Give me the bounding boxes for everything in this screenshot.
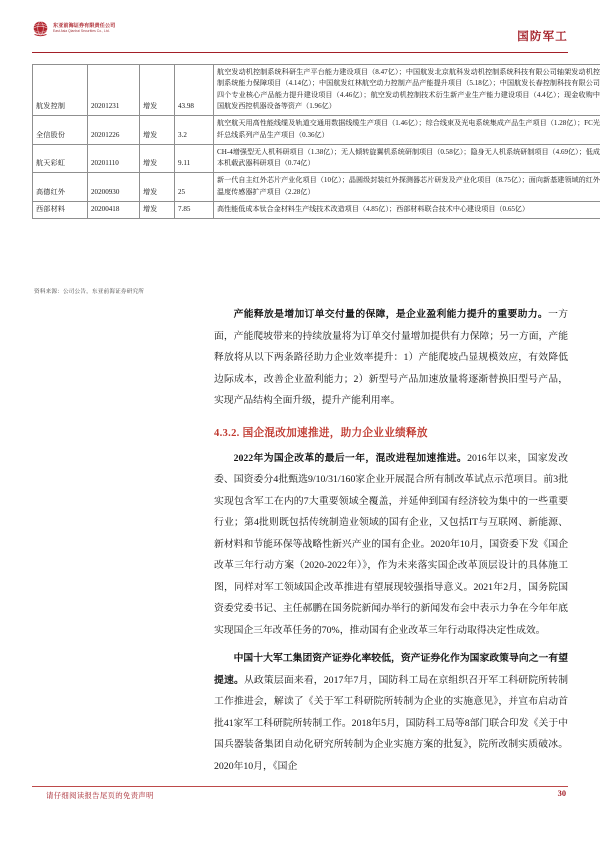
cell-company: 高德红外	[33, 173, 88, 201]
cell-company: 航发控制	[33, 65, 88, 116]
section-heading-4-3-2: 4.3.2. 国企混改加速推进，助力企业业绩释放	[214, 427, 428, 439]
financing-table	[32, 64, 600, 219]
cell-type: 增发	[140, 116, 175, 144]
paragraph-spacer	[214, 641, 568, 648]
report-sector-title: 国防军工	[517, 31, 568, 43]
cell-projects: 高性能低成本钛合金材料生产线技术改造项目（4.85亿）；西部材料联合技术中心建设项目（0.65亿）	[214, 201, 600, 218]
cell-date: 20200418	[88, 201, 140, 218]
brand-name-cn: 东亚前海证券有限责任公司	[53, 22, 116, 29]
header-divider	[32, 52, 568, 53]
paragraph-text: 从政策层面来看，2017年7月，国防科工局在京组织召开军工科研院所转制工作推进会，解读了《关于军工科研院所转制为企业的实施意见》，并宣布启动首批41家军工科研院所转制工作。2018年5月，国防科工局等8部门联合印发《关于中国兵器装备集团自动化研究所转制为企业实施方案的批复》，院所改制实质破冰。2020年10月，《国企	[214, 674, 569, 772]
table-row	[33, 65, 600, 116]
cell-type: 增发	[140, 65, 175, 116]
article-body	[214, 304, 568, 777]
paragraph-text: 一方面，产能爬坡带来的持续放量将为订单交付量增加提供有力保障；另一方面，产能释放将从以下两条路径助力企业效率提升：1）产能爬坡凸显规模效应，有效降低边际成本，改善企业盈利能力；2）新型号产品加速放量将逐渐替换旧型号产品，实现产品结构全面升级，提升产能利用率。	[214, 309, 569, 406]
cell-projects: 新一代自主红外芯片产业化项目（10亿）；晶圆级封装红外探测器芯片研发及产业化项目（8.75亿）；面向新基建领域的红外温度传感器扩产项目（2.28亿）	[214, 173, 600, 201]
paragraph-text: 2016年以来，国家发改委、国资委分4批甄选9/10/31/160家企业开展混合所有制改革试点示范项目。前3批实现包含军工在内的7大重要领域全覆盖，并延伸到国有经济较为集中的一些重要行业；第4批则既包括传统制造业领域的国有企业，又包括IT与互联网、新能源、新材料和节能环保等战略性新兴产业的国有企业。2020年10月，国资委下发《国企改革三年行动方案（2020-2022年）》，作为未来落实国企改革顶层设计的具体施工图，同样对军工领域国企改革推进有望展现较强指导意义。2021年2月，国务院国资委党委书记、主任郝鹏在国务院新闻办举行的新闻发布会中表示力争在今年年底实现国企三年改革任务的70%，推动国有企业改革三年行动取得决定性成效。	[214, 452, 569, 636]
brand-name-en: East Asia Qianhai Securities Co., Ltd.	[53, 28, 110, 33]
brand-text	[53, 24, 115, 34]
cell-date: 20201231	[88, 65, 140, 116]
cell-amount: 43.98	[175, 65, 214, 116]
table-row	[33, 144, 600, 172]
cell-amount: 25	[175, 173, 214, 201]
cell-amount: 3.2	[175, 116, 214, 144]
paragraph-lead: 中国十大军工集团资产证券化率较低，资产证券化作为国家政策导向之一有望提速。	[214, 653, 568, 686]
cell-company: 西部材料	[33, 201, 88, 218]
footer-divider	[32, 786, 568, 787]
page-header	[32, 18, 568, 52]
table-row	[33, 173, 600, 201]
cell-amount: 9.11	[175, 144, 214, 172]
financing-table-body	[33, 65, 600, 219]
paragraph-securitization	[214, 648, 568, 777]
cell-projects: 航空航天用高性能线缆及轨道交通用数据线缆生产项目（1.46亿）；综合线束及光电系统集成产品生产项目（1.28亿）；FC光纤总线系列产品生产项目（0.36亿）	[214, 116, 600, 144]
table-row	[33, 116, 600, 144]
cell-type: 增发	[140, 201, 175, 218]
cell-date: 20200930	[88, 173, 140, 201]
paragraph-capacity-release	[214, 304, 568, 412]
table-source-note: 资料来源：公司公告，东亚前海证券研究所	[34, 289, 145, 295]
brand-logo-block	[32, 20, 115, 37]
footer-disclaimer: 请仔细阅读报告尾页的免责声明	[46, 791, 154, 800]
cell-date: 20201110	[88, 144, 140, 172]
globe-logo-icon	[32, 20, 49, 37]
paragraph-soe-reform	[214, 448, 568, 642]
page-number: 30	[557, 789, 566, 798]
cell-projects: 航空发动机控制系统科研生产平台能力建设项目（8.47亿）；中国航发北京航科发动机控制系统科技有限公司轴架发动机控制系统能力保障项目（4.14亿）；中国航发红林航空动力控制产品产能提升项目（5.18亿）；中国航发长春控制科技有限公司四个专业核心产品能力提升建设项目（4.46亿）；航空发动机控制技术衍生新产业生产能力建设项目（4.4亿）；现金收购中国航发西控机器设备等资产（1.96亿）	[214, 65, 600, 116]
cell-company: 航天彩虹	[33, 144, 88, 172]
cell-projects: CH-4增强型无人机科研项目（1.38亿）；无人倾转旋翼机系统研制项目（0.58亿）；隐身无人机系统研制项目（4.69亿）；低成本机载武器科研项目（0.74亿）	[214, 144, 600, 172]
cell-type: 增发	[140, 144, 175, 172]
cell-company: 全信股份	[33, 116, 88, 144]
cell-amount: 7.85	[175, 201, 214, 218]
table-row	[33, 201, 600, 218]
paragraph-lead: 2022年为国企改革的最后一年，混改进程加速推进。	[233, 452, 468, 464]
paragraph-lead: 产能释放是增加订单交付量的保障，是企业盈利能力提升的重要助力。	[233, 309, 549, 320]
cell-type: 增发	[140, 173, 175, 201]
financing-table-wrap	[32, 64, 600, 219]
cell-date: 20201226	[88, 116, 140, 144]
